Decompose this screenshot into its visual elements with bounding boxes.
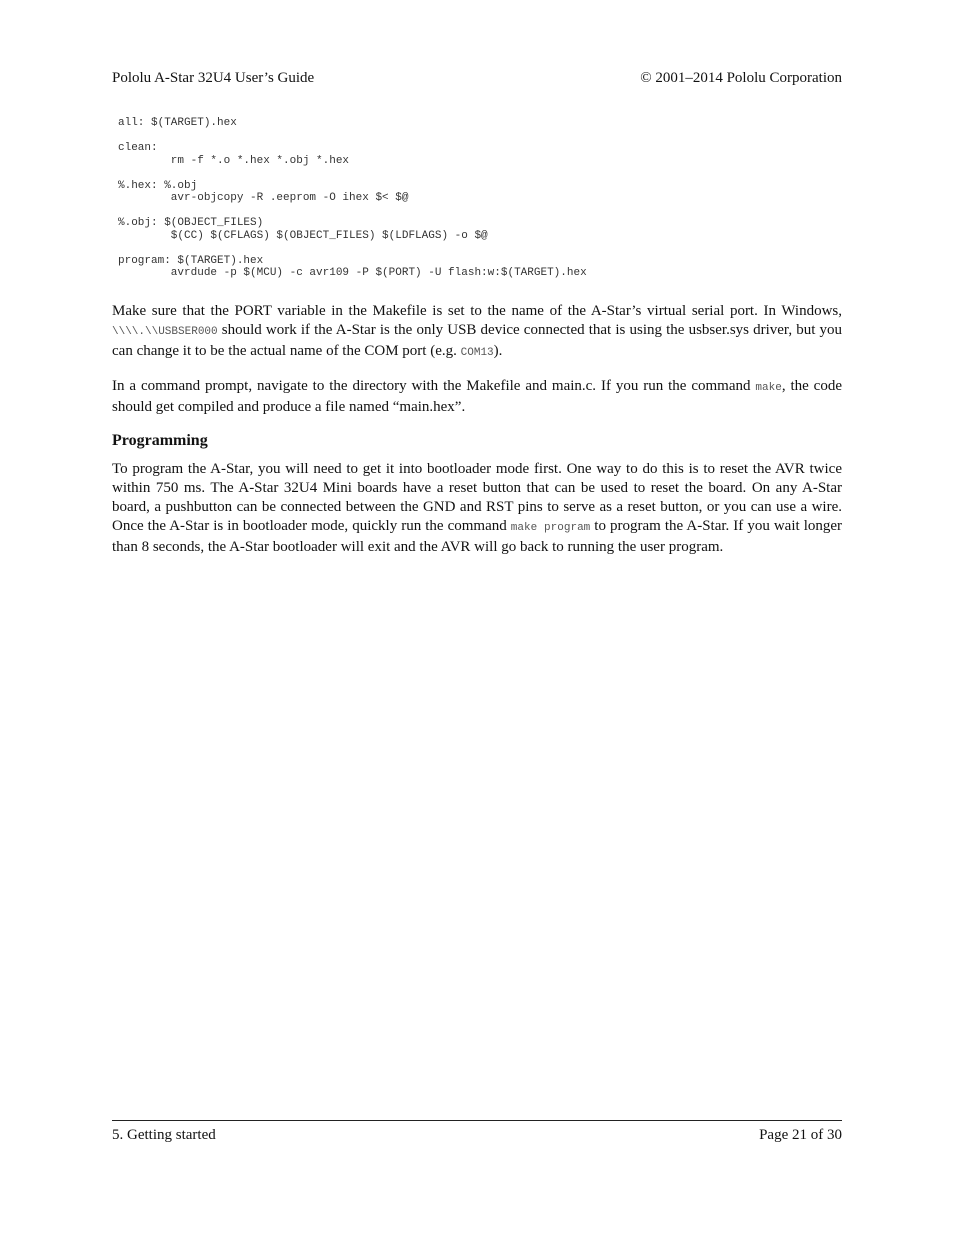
compile-text-1: In a command prompt, navigate to the directory with the Makefile and main.c. If you run the command — [112, 378, 756, 394]
make-command-code: make — [755, 382, 782, 394]
compile-paragraph — [112, 377, 842, 417]
port-paragraph — [112, 302, 842, 363]
port-text-3: ). — [493, 343, 503, 359]
usbser-code: \\\\.\\USBSER000 — [112, 326, 218, 338]
page-header — [112, 70, 842, 90]
footer-section-name: 5. Getting started — [112, 1127, 216, 1143]
document-title: Pololu A-Star 32U4 User’s Guide — [112, 70, 315, 86]
port-text-1: Make sure that the PORT variable in the Makefile is set to the name of the A-Star’s virtual serial port. In Windows, — [112, 303, 842, 319]
com-port-code: COM13 — [460, 347, 494, 359]
compile-text-2: , the code should get compiled and produce a file named “main.hex”. — [112, 378, 842, 415]
page-number: Page 21 of 30 — [759, 1127, 842, 1143]
programming-text-1: To program the A-Star, you will need to get it into bootloader mode first. One way to do this is to reset the AVR twice within 750 ms. The A-Star 32U4 Mini boards have a reset button that can be used to reset the board. On any A-Star board, a pushbutton can be connected between the GND and RST pins to serve as a reset button, or you can use a wire. Once the A-Star is in bootloader mode, quickly run the command — [112, 461, 842, 534]
port-text-2: should work if the A-Star is the only USB device connected that is using the usbser.sys driver, but you can change it to be the actual name of the COM port (e.g. — [112, 322, 842, 359]
programming-paragraph — [112, 460, 842, 557]
section-heading: Programming — [112, 432, 208, 449]
make-program-code: make program — [510, 522, 591, 534]
document-page — [112, 0, 842, 1235]
footer-divider — [112, 1120, 842, 1121]
programming-text-2: to program the A-Star. If you wait longer than 8 seconds, the A-Star bootloader will exit and the AVR will go back to running the user program. — [112, 518, 843, 555]
makefile-code-block: all: $(TARGET).hex clean: rm -f *.o *.hex *.obj *.hex %.hex: %.obj avr-objcopy -R .eeprom -O ihex $< $@ %.obj: $(OBJECT_FILES) $(CC) $(CFLAGS) $(OBJECT_FILES) $(LDFLAGS) -o $@ program: $(TARGET).hex avrdude -p $(MCU) -c avr109 -P $(PORT) -U flash:w:$(TARGET).hex — [118, 117, 587, 279]
copyright-notice: © 2001–2014 Pololu Corporation — [640, 70, 842, 86]
